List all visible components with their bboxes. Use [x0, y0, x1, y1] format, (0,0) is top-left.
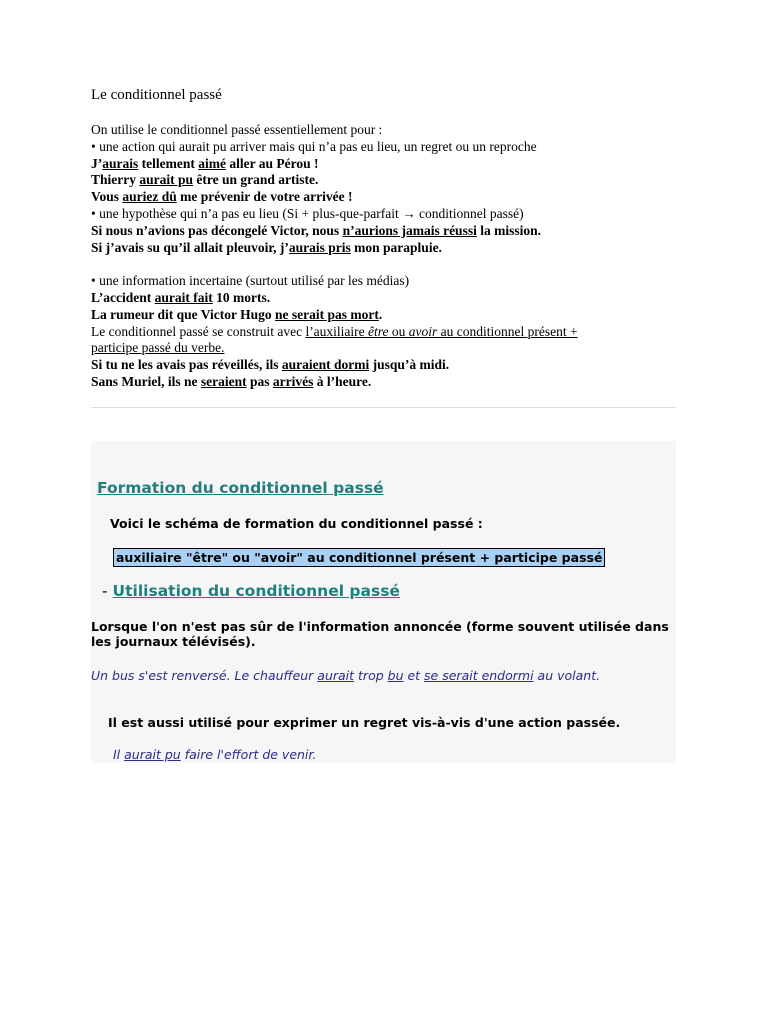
- schema-highlight: auxiliaire "être" ou "avoir" au conditionnel présent + participe passé: [113, 548, 605, 567]
- use-case-3: • une information incertaine (surtout utilisé par les médias): [91, 273, 410, 289]
- construction-rule: Le conditionnel passé se construit avec l’auxiliaire être ou avoir au conditionnel présent +: [91, 323, 578, 339]
- example-line: J’aurais tellement aimé aller au Pérou !: [91, 155, 319, 171]
- use-case-1: • une action qui aurait pu arriver mais qui n’a pas eu lieu, un regret ou un reproche: [91, 138, 537, 154]
- construction-rule-cont: participe passé du verbe.: [91, 340, 225, 356]
- example-sentence: Un bus s'est renversé. Le chauffeur aurait trop bu et se serait endormi au volant.: [91, 668, 601, 683]
- example-line: Si j’avais su qu’il allait pleuvoir, j’aurais pris mon parapluie.: [91, 239, 442, 255]
- example-sentence: Il aurait pu faire l'effort de venir.: [113, 747, 317, 762]
- utilisation-text: Lorsque l'on n'est pas sûr de l'information annoncée (forme souvent utilisée dans les journaux télévisés).: [91, 619, 669, 649]
- use-case-2: • une hypothèse qui n’a pas eu lieu (Si + plus-que-parfait → conditionnel passé): [91, 205, 524, 221]
- formation-heading-link[interactable]: Formation du conditionnel passé: [97, 479, 384, 497]
- schema-intro: Voici le schéma de formation du conditionnel passé :: [110, 516, 483, 531]
- divider: [91, 407, 676, 408]
- page-title: Le conditionnel passé: [91, 87, 222, 103]
- example-line: Thierry aurait pu être un grand artiste.: [91, 172, 319, 188]
- example-line: Vous auriez dû me prévenir de votre arrivée !: [91, 189, 353, 205]
- utilisation-heading: - Utilisation du conditionnel passé: [102, 582, 400, 600]
- regret-text: Il est aussi utilisé pour exprimer un regret vis-à-vis d'une action passée.: [108, 715, 621, 730]
- utilisation-heading-link[interactable]: Utilisation du conditionnel passé: [112, 582, 400, 600]
- lesson-body: [91, 122, 676, 391]
- example-line: Si tu ne les avais pas réveillés, ils auraient dormi jusqu’à midi.: [91, 357, 450, 373]
- example-line: Sans Muriel, ils ne seraient pas arrivés à l’heure.: [91, 373, 372, 389]
- example-line: Si nous n’avions pas décongelé Victor, nous n’aurions jamais réussi la mission.: [91, 222, 541, 238]
- example-line: L’accident aurait fait 10 morts.: [91, 289, 271, 305]
- example-line: La rumeur dit que Victor Hugo ne serait pas mort.: [91, 306, 383, 322]
- intro-text: On utilise le conditionnel passé essentiellement pour :: [91, 122, 383, 137]
- formation-panel: [91, 441, 676, 763]
